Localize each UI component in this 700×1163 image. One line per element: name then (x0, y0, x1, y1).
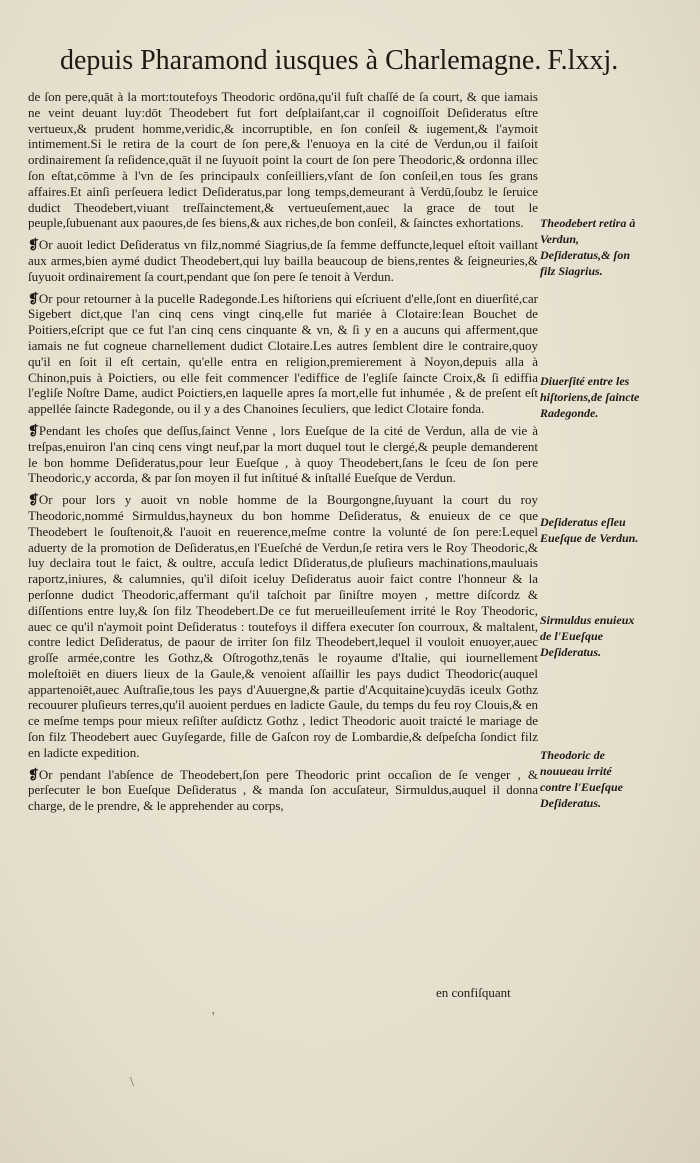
margin-note: Theodebert retira à Verdun, Deſideratus,& ſon filz Siagrius. (540, 216, 636, 278)
pilcrow-icon: ❡ (28, 290, 39, 306)
paragraph-text: Or pour lors y auoit vn noble homme de la Bourgongne,ſuyuant la court du roy Theodoric,nommé Sirmuldus,hayneux du bon homme Deſideratus, & enuieux de ce que Theodebert le ſouſtenoit,& l'auoit en reuerence,meſme contre la volunté de ſon pere:Lequel aduerty de la promotion de Deſideratus,en l'Eueſché de Verdun,ſe retira vers le Roy Theodoric,& luy declaira tout le faict, & oultre, accuſa ledict Dſideratus,de pluſieurs machinations,mauluais raportz,iniures, & calumnies, qu'il diſoit iceluy Deſideratus auoir faict contre l'honneur & la perſonne dudict Theodoric,affermant qu'il taſchoit par ſiniſtre moyen , mettre diſcordz & diſſentions entre luy,& ſon filz Theodebert.De ce fut merueilleuſement irrité le Roy Theodoric, auec ce qu'il n'aymoit point Deſideratus : toutefoys il differa executer ſon courroux, & maltalent, contre ledict Deſideratus, de paour de irriter ſon filz Theodebert,lequel il vouloit enuoyer,auec groſſe armée,contre les Gothz,& Oſtrogothz,tenās le royaume d'Italie, qui iournellement moleſtoiēt en diuers lieux de la Gaule,& venoient aſſaillir les pays dudict Theodoric(auquel appartenoiēt,auec Auſtraſie,tous les pays d'Auuergne,& partie d'Acquitaine)cuydās iceulx Gothz recouurer pluſieurs terres,qu'il auoient perdues en ladicte Gaule, du temps du feu roy Clouis,& en ce meſme temps pour mieux reſiſter auſdictz Gothz , ledict Theodoric auoit traicté le mariage de ſon filz Theodebert auec Guyſegarde, fille de Gaſcon roy de Lombardie,& deſpeſcha ſondict filz en ladicte expedition. (28, 492, 538, 760)
pilcrow-icon: ❡ (28, 492, 39, 508)
stray-mark: \ (130, 1075, 134, 1090)
folio-number: F.lxxj. (547, 45, 619, 76)
paragraph (28, 237, 538, 284)
pilcrow-icon: ❡ (28, 766, 39, 782)
paragraph-text: Pendant les choſes que deſſus,ſainct Venne , lors Eueſque de la cité de Verdun, alla de vie à treſpas,enuiron l'an cinq cens vingt neuf,par la mort duquel tout le clergé,& peuple demanderent le bon homme Deſideratus,pour leur Eueſque , à quoy Theodebert,ſans le ſceu de ſon pere Theodoric,y accorda, & par ſon moyen il fut inſtitué & inſtallé Eueſque de Verdun. (28, 422, 538, 486)
main-text-block (28, 89, 538, 820)
paragraph (28, 423, 538, 486)
paragraph-text: Or auoit ledict Deſideratus vn filz,nommé Siagrius,de ſa femme deffuncte,lequel eſtoit vaillant aux armes,bien aymé dudict Theodebert,qui luy bailla beaucoup de biens,rentes & ſeigneuries,& ſuyuoit ordinairement ſa court,pendant que ſon pere ſe tenoit à Verdun. (28, 237, 538, 284)
paragraph-text: Or pendant l'abſence de Theodebert,ſon pere Theodoric print occaſion de ſe venger , & perſecuter le bon Eueſque Deſideratus , & manda ſon accuſateur, Sirmuldus,auquel il donna charge, de le prendre, & le apprehender au corps, (28, 766, 538, 814)
paragraph-text: Or pour retourner à la pucelle Radegonde.Les hiſtoriens qui eſcriuent d'elle,ſont en diuerſité,car Sigebert dict,que l'an cinq cens vingt cinq,elle fut mariée à Clotaire:Iean Bouchet de Poitiers,eſcript que ce fut l'an cinq cens cinquante & vn, & ſi y en a aucuns qui afferment,que iamais ne fut cogneue charnellement dudict Clotaire.Les autres ſemblent dire le contraire,quoy qu'il en ſoit il eſt certain, qu'elle entra en religion,premierement à Noyon,depuis alla à Chinon,puis à Poictiers, ou elle feit commencer l'ediffice de l'egliſe ſaincte Croix,& ſi ediffia l'egliſe Noſtre Dame, audict Poictiers,en laquelle apres ſa mort,elle fut inhumée , & de preſent eſt appellée ſaincte Radegonde, ou il y a des Chanoines ſeculiers, que ledict Clotaire fonda. (28, 290, 538, 417)
running-title: depuis Pharamond iusques à Charlemagne. (60, 45, 542, 76)
paragraph (28, 89, 538, 231)
paragraph (28, 492, 538, 761)
margin-note: Deſideratus eſleu Eueſque de Verdun. (540, 515, 639, 545)
margin-note: Sirmuldus enuieux de l'Eueſque Deſideratus. (540, 613, 635, 659)
paragraph (28, 291, 538, 417)
margin-note: Theodoric de nouueau irrité contre l'Eueſque Deſideratus. (540, 748, 623, 810)
pilcrow-icon: ❡ (28, 422, 39, 438)
stray-mark: ' (212, 1010, 215, 1025)
paragraph-text: de ſon pere,quāt à la mort:toutefoys Theodoric ordōna,qu'il fuſt chaſſé de ſa court, & que iamais ne veint deuant luy:dōt Theodebert fut fort deſplaiſant,car il cognoiſſoit Deſideratus eſtre vertueux,& prudent homme,veridic,& incorruptible, en ſon conſeil & iugement,& l'aymoit intimement.Si le retira de la court de ſon pere,& l'enuoya en la cité de Verdun,ou il faiſoit ordinairement ſa reſidence,quāt il ne ſuyuoit point la court de ſon pere Theodoric,& ordonna illec ſon eſtat,cōmme à l'vn de ſes principaulx conſeilliers,vſant de ſon conſeil,en tous ſes grans affaires.Et ainſi perſeuera ledict Deſideratus,par long temps,demeurant à Verdū,ſoubz le ſeruice dudict Theodebert,viuant treſſainctement,& vertueuſement,auec la grace de tout le peuple,ſubuenant aux paoures,de ſes biens,& aux riches,de bon conſeil, & ſainctes exhortations. (28, 89, 538, 231)
catchword: en confiſquant (436, 985, 511, 1000)
paragraph (28, 767, 538, 814)
running-header (60, 44, 620, 78)
pilcrow-icon: ❡ (28, 237, 39, 253)
margin-note: Diuerſité entre les hiſtoriens,de ſaincte Radegonde. (540, 374, 640, 420)
